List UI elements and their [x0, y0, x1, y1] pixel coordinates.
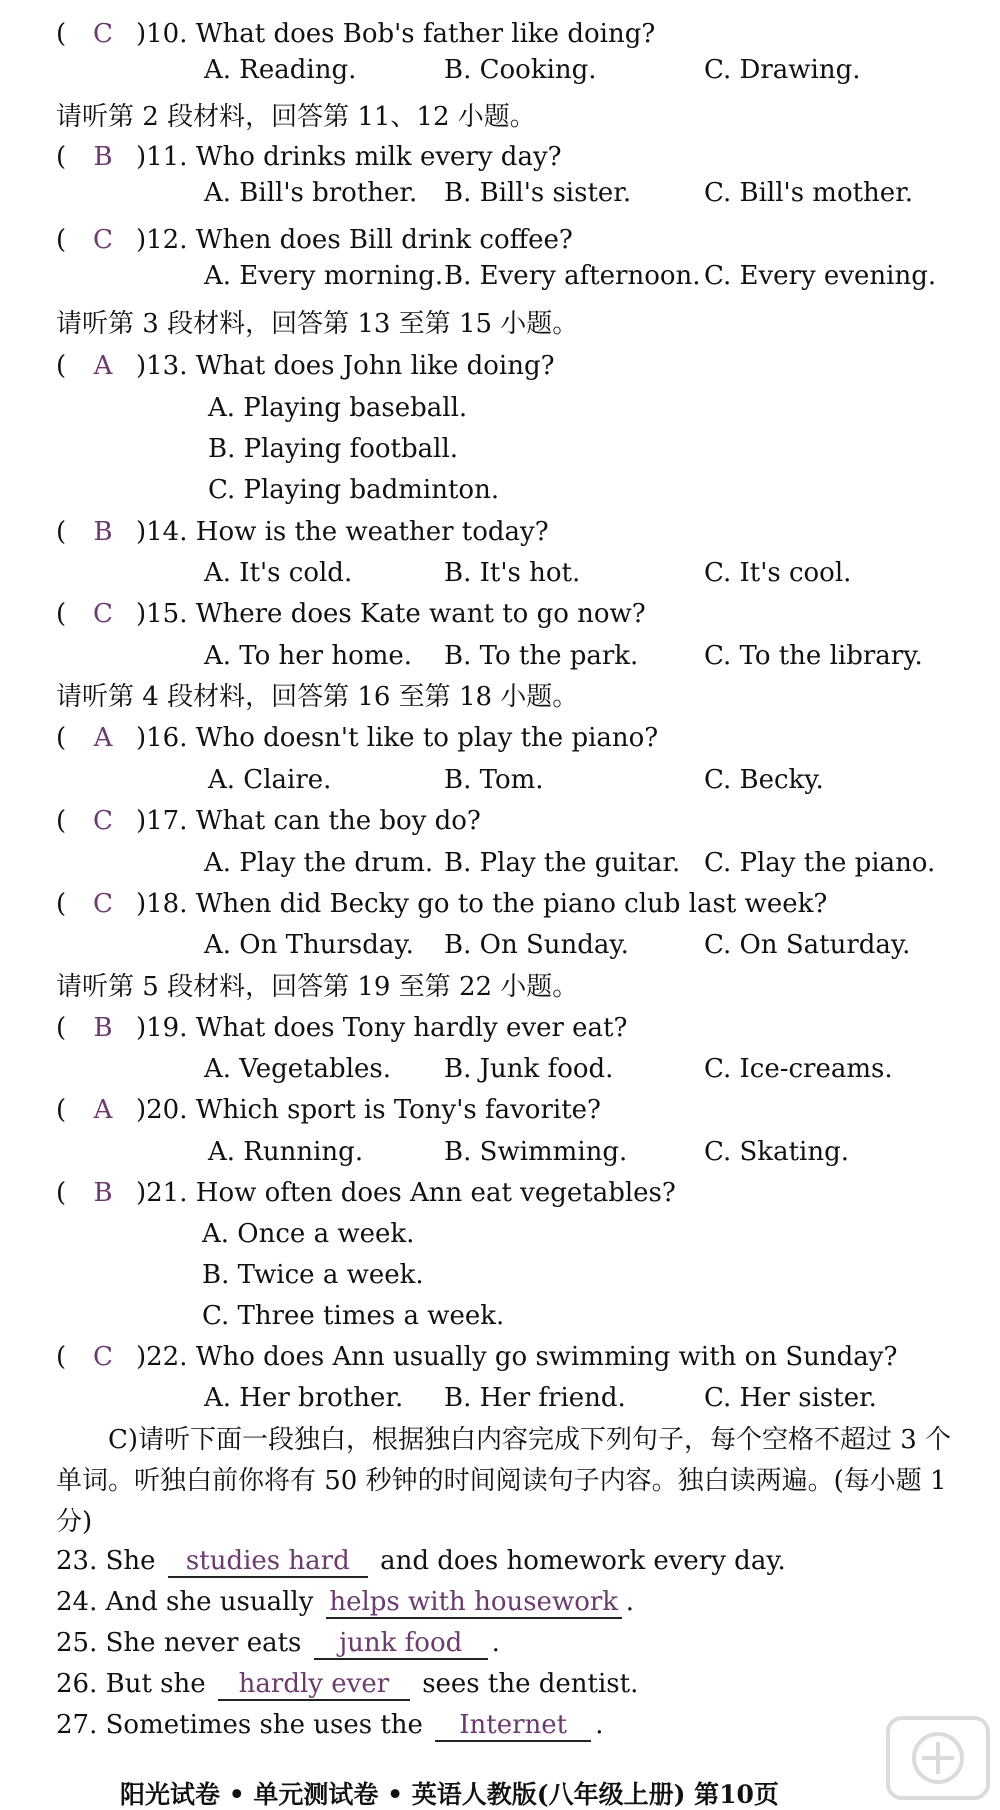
option-c: C. Playing badminton. [208, 475, 500, 505]
option-c: C. Three times a week. [202, 1301, 505, 1331]
option-a: A. Claire. [208, 765, 332, 795]
fill-answer: studies hard [168, 1546, 368, 1578]
question-number: )20. [136, 1095, 188, 1125]
option-a: A. Vegetables. [204, 1054, 392, 1084]
question-14 [56, 512, 549, 552]
answer-letter: A [93, 351, 113, 381]
answer-letter: A [93, 1095, 113, 1125]
open-paren: ( [56, 723, 67, 753]
section-header: 请听第 4 段材料，回答第 16 至第 18 小题。 [56, 682, 579, 712]
fill-prompt: 23. She [56, 1546, 156, 1576]
option-c: C. Bill's mother. [704, 178, 914, 208]
option-b: B. It's hot. [444, 558, 581, 588]
option-a: A. Reading. [204, 55, 357, 85]
options-10 [0, 50, 1000, 90]
answer-letter: B [93, 517, 113, 547]
question-number: )22. [136, 1342, 188, 1372]
open-paren: ( [56, 889, 67, 919]
question-text: Where does Kate want to go now? [195, 599, 646, 629]
question-22 [56, 1337, 897, 1377]
fill-prompt: 26. But she [56, 1669, 206, 1699]
open-paren: ( [56, 1095, 67, 1125]
question-number: )17. [136, 806, 188, 836]
section-header: 请听第 2 段材料，回答第 11、12 小题。 [56, 102, 536, 132]
fill-item-23 [56, 1541, 786, 1581]
answer-letter: C [93, 19, 113, 49]
option-a: A. Bill's brother. [204, 178, 418, 208]
option-c: C. Her sister. [704, 1383, 877, 1413]
open-paren: ( [56, 517, 67, 547]
page-footer: 阳光试卷 • 单元测试卷 • 英语人教版(八年级上册) 第10页 [120, 1780, 779, 1809]
question-10 [56, 14, 655, 54]
options-15 [0, 636, 1000, 676]
options-12 [0, 256, 1000, 296]
open-paren: ( [56, 351, 67, 381]
option-a: A. Play the drum. [204, 848, 434, 878]
option-b: B. To the park. [444, 641, 639, 671]
options-20 [0, 1132, 1000, 1172]
option-c: C. It's cool. [704, 558, 852, 588]
option-c: C. Becky. [704, 765, 824, 795]
fill-suffix: . [625, 1587, 634, 1617]
option-a: A. On Thursday. [204, 930, 414, 960]
options-14 [0, 553, 1000, 593]
question-text: Who doesn't like to play the piano? [195, 723, 659, 753]
open-paren: ( [56, 142, 67, 172]
answer-letter: C [93, 806, 113, 836]
option-c: C. Every evening. [704, 261, 937, 291]
options-22 [0, 1378, 1000, 1418]
question-13 [56, 346, 555, 386]
open-paren: ( [56, 225, 67, 255]
question-number: )19. [136, 1013, 188, 1043]
open-paren: ( [56, 1178, 67, 1208]
question-20 [56, 1090, 601, 1130]
question-text: Which sport is Tony's favorite? [195, 1095, 601, 1125]
open-paren: ( [56, 599, 67, 629]
fill-item-26 [56, 1664, 638, 1704]
question-21 [56, 1173, 676, 1213]
open-paren: ( [56, 1013, 67, 1043]
option-b: B. On Sunday. [444, 930, 629, 960]
fill-item-25 [56, 1623, 500, 1663]
question-text: What does John like doing? [195, 351, 555, 381]
fill-answer: hardly ever [218, 1669, 410, 1701]
option-c: C. Skating. [704, 1137, 849, 1167]
option-b: B. Cooking. [444, 55, 597, 85]
options-16 [0, 760, 1000, 800]
option-b: B. Her friend. [444, 1383, 626, 1413]
option-b: B. Junk food. [444, 1054, 614, 1084]
question-text: When did Becky go to the piano club last week? [195, 889, 828, 919]
section-header: 请听第 3 段材料，回答第 13 至第 15 小题。 [56, 309, 579, 339]
question-number: )15. [136, 599, 188, 629]
fill-suffix: sees the dentist. [422, 1669, 639, 1699]
answer-letter: C [93, 225, 113, 255]
open-paren: ( [56, 19, 67, 49]
option-a: A. To her home. [204, 641, 413, 671]
answer-letter: C [93, 599, 113, 629]
answer-letter: C [93, 889, 113, 919]
question-16 [56, 718, 658, 758]
question-text: Who does Ann usually go swimming with on Sunday? [195, 1342, 898, 1372]
answer-letter: A [93, 723, 113, 753]
watermark-logo-icon [882, 1712, 994, 1804]
fill-prompt: 25. She never eats [56, 1628, 302, 1658]
question-number: )18. [136, 889, 188, 919]
fill-prompt: 27. Sometimes she uses the [56, 1710, 423, 1740]
option-b: B. Twice a week. [202, 1260, 424, 1290]
question-text: Who drinks milk every day? [195, 142, 562, 172]
open-paren: ( [56, 1342, 67, 1372]
question-18 [56, 884, 827, 924]
question-number: )10. [136, 19, 188, 49]
question-text: What does Bob's father like doing? [195, 19, 656, 49]
open-paren: ( [56, 806, 67, 836]
fill-suffix: and does homework every day. [380, 1546, 786, 1576]
question-12 [56, 220, 573, 260]
option-c: C. Play the piano. [704, 848, 936, 878]
option-a: A. Running. [208, 1137, 364, 1167]
fill-suffix: . [491, 1628, 500, 1658]
option-c: C. To the library. [704, 641, 923, 671]
option-a: A. It's cold. [204, 558, 353, 588]
question-text: When does Bill drink coffee? [195, 225, 573, 255]
question-number: )11. [136, 142, 188, 172]
option-a: A. Once a week. [202, 1219, 415, 1249]
section-header: 请听第 5 段材料，回答第 19 至第 22 小题。 [56, 972, 579, 1002]
question-11 [56, 137, 562, 177]
options-19 [0, 1049, 1000, 1089]
fill-prompt: 24. And she usually [56, 1587, 314, 1617]
answer-letter: B [93, 142, 113, 172]
option-c: C. On Saturday. [704, 930, 911, 960]
options-11 [0, 173, 1000, 213]
option-b: B. Bill's sister. [444, 178, 632, 208]
fill-item-24 [56, 1582, 634, 1622]
answer-letter: C [93, 1342, 113, 1372]
option-b: B. Every afternoon. [444, 261, 701, 291]
question-number: )12. [136, 225, 188, 255]
section-c-instructions: C)请听下面一段独白，根据独白内容完成下列句子，每个空格不超过 3 个单词。听独白前你将有 50 秒钟的时间阅读句子内容。独白读两遍。(每小题 1 分) [56, 1425, 952, 1537]
question-text: How is the weather today? [195, 517, 549, 547]
question-number: )14. [136, 517, 188, 547]
question-17 [56, 801, 481, 841]
question-19 [56, 1008, 627, 1048]
option-c: C. Drawing. [704, 55, 861, 85]
fill-item-27 [56, 1705, 603, 1745]
options-18 [0, 925, 1000, 965]
question-number: )21. [136, 1178, 188, 1208]
option-b: B. Swimming. [444, 1137, 628, 1167]
question-15 [56, 594, 646, 634]
option-b: B. Tom. [444, 765, 544, 795]
option-a: A. Playing baseball. [208, 393, 468, 423]
fill-answer: junk food [314, 1628, 488, 1660]
fill-answer: helps with housework [326, 1587, 622, 1619]
fill-suffix: . [595, 1710, 604, 1740]
option-b: B. Playing football. [208, 434, 459, 464]
question-text: What does Tony hardly ever eat? [195, 1013, 628, 1043]
question-text: How often does Ann eat vegetables? [195, 1178, 676, 1208]
option-b: B. Play the guitar. [444, 848, 681, 878]
option-c: C. Ice-creams. [704, 1054, 893, 1084]
question-text: What can the boy do? [195, 806, 481, 836]
option-a: A. Every morning. [204, 261, 444, 291]
question-number: )16. [136, 723, 188, 753]
options-17 [0, 843, 1000, 883]
answer-letter: B [93, 1178, 113, 1208]
answer-letter: B [93, 1013, 113, 1043]
option-a: A. Her brother. [204, 1383, 404, 1413]
fill-answer: Internet [435, 1710, 591, 1742]
question-number: )13. [136, 351, 188, 381]
